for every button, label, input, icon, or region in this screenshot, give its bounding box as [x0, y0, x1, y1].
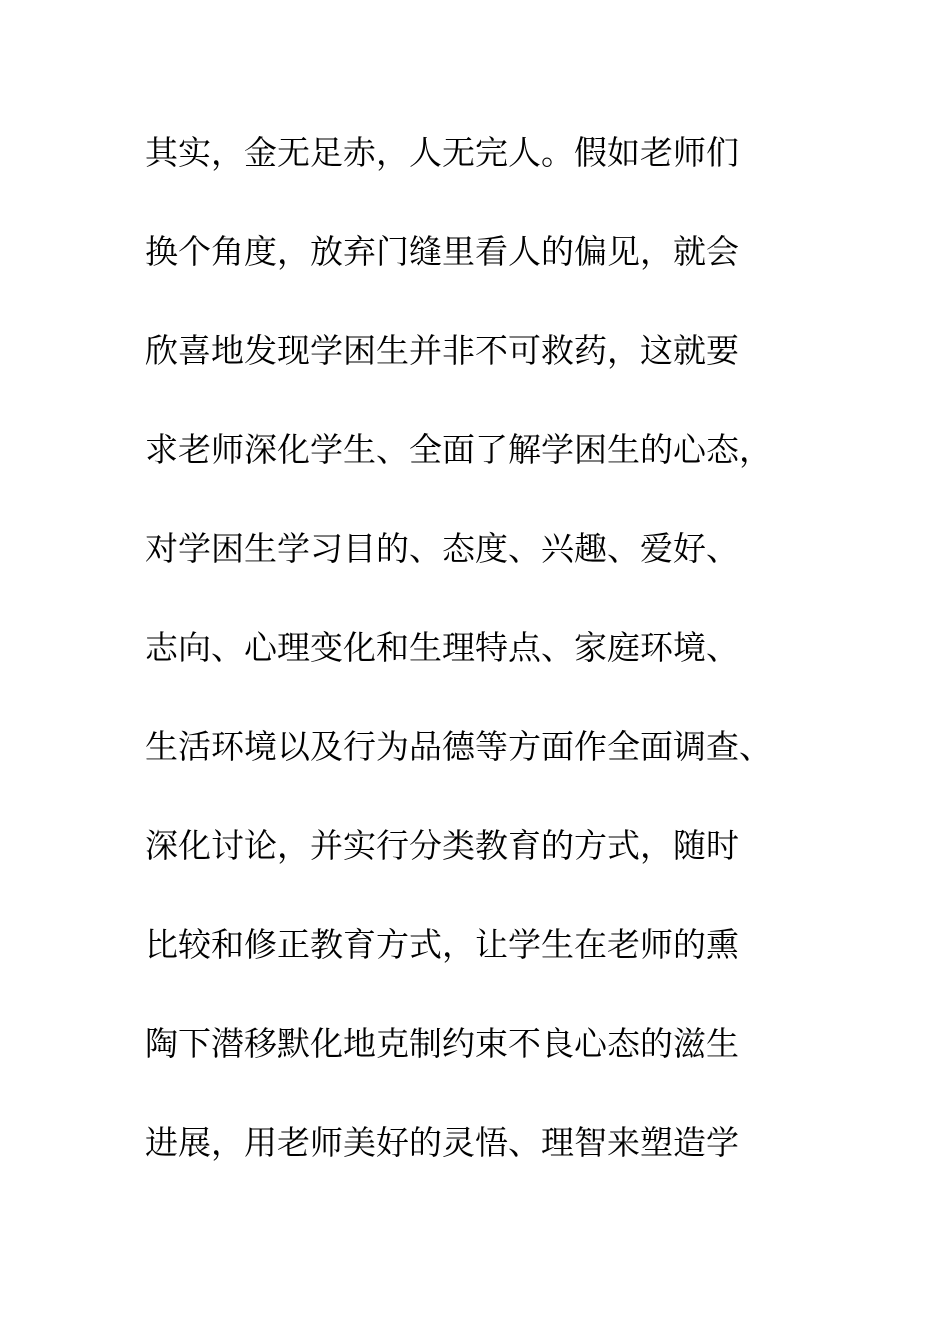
- text-line-11: 进展，用老师美好的灵悟、理智来塑造学: [145, 1123, 739, 1162]
- text-line-9: 比较和修正教育方式，让学生在老师的熏: [145, 925, 739, 964]
- text-line-6: 志向、心理变化和生理特点、家庭环境、: [145, 628, 739, 667]
- body-text: [145, 128, 825, 1217]
- text-line-4: 求老师深化学生、全面了解学困生的心态，: [145, 430, 772, 469]
- text-line-8: 深化讨论，并实行分类教育的方式，随时: [145, 826, 739, 865]
- text-line-2: 换个角度，放弃门缝里看人的偏见，就会: [145, 232, 739, 271]
- text-line-1: 其实，金无足赤，人无完人。假如老师们: [145, 133, 739, 172]
- text-line-3: 欣喜地发现学困生并非不可救药，这就要: [145, 331, 739, 370]
- text-line-10: 陶下潜移默化地克制约束不良心态的滋生: [145, 1024, 739, 1063]
- text-line-5: 对学困生学习目的、态度、兴趣、爱好、: [145, 529, 739, 568]
- text-line-7: 生活环境以及行为品德等方面作全面调查、: [145, 727, 772, 766]
